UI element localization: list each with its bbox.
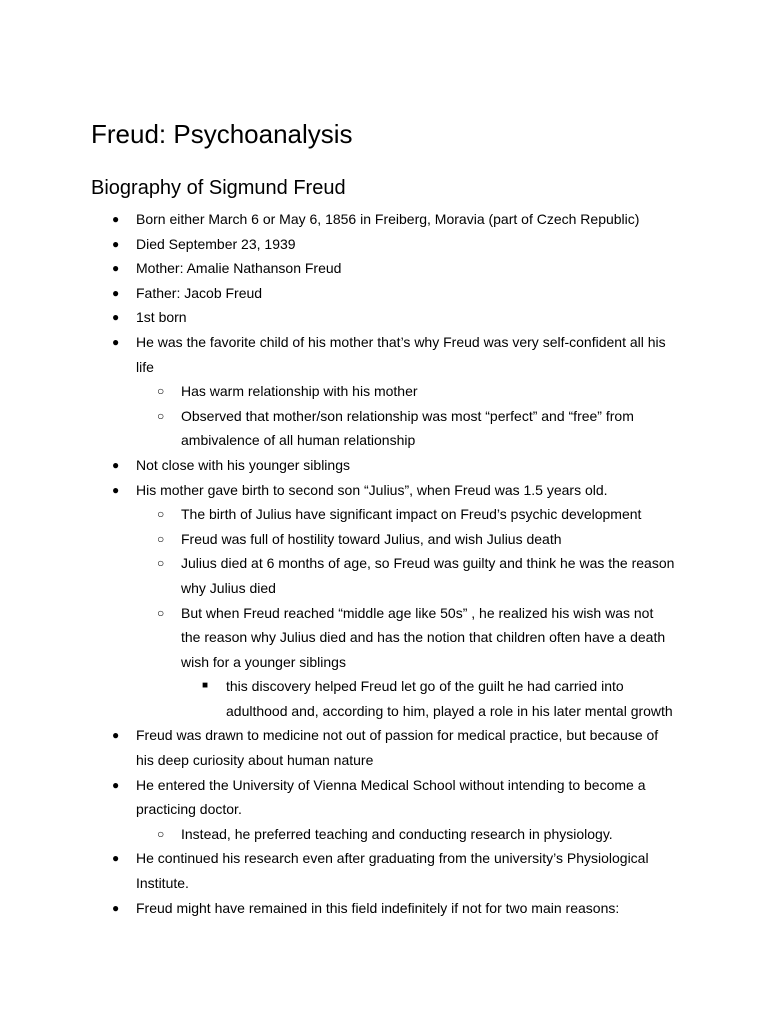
list-item: [0, 379, 676, 404]
bullet-marker-level2: ○: [157, 556, 165, 571]
list-item-text: Father: Jacob Freud: [136, 284, 263, 301]
list-item-text: Not close with his younger siblings: [136, 456, 350, 473]
list-item: [0, 256, 676, 281]
list-item: [0, 281, 676, 306]
list-item-text: Julius died at 6 months of age, so Freud was guilty and think he was the reason why Julius died: [181, 555, 675, 596]
document-title: Freud: Psychoanalysis: [91, 119, 353, 149]
list-item-text: Mother: Amalie Nathanson Freud: [136, 260, 342, 277]
list-item-text: 1st born: [136, 309, 187, 326]
bullet-marker-level2: ○: [157, 507, 165, 522]
list-item-text: The birth of Julius have significant impact on Freud’s psychic development: [181, 506, 642, 523]
list-item-text: Freud was full of hostility toward Julius, and wish Julius death: [181, 530, 562, 547]
list-item-text: Freud was drawn to medicine not out of passion for medical practice, but because of his deep curiosity about human nature: [136, 727, 659, 769]
list-item: [0, 207, 676, 232]
bullet-marker-level2: ○: [157, 408, 165, 423]
bullet-marker-level1: ●: [112, 334, 120, 349]
list-item: [0, 674, 676, 723]
list-item-text: Freud might have remained in this field indefinitely if not for two main reasons:: [136, 899, 620, 916]
list-item: [0, 404, 676, 453]
bullet-marker-level1: ●: [112, 482, 120, 497]
list-item: [0, 453, 676, 478]
bullet-marker-level1: ●: [112, 457, 120, 472]
section-heading: Biography of Sigmund Freud: [91, 177, 346, 199]
list-item: [0, 305, 676, 330]
list-item: [0, 330, 676, 379]
bullet-marker-level2: ○: [157, 826, 165, 841]
list-item: [0, 773, 676, 822]
bullet-marker-level1: ●: [112, 728, 120, 743]
list-item-text: Instead, he preferred teaching and conducting research in physiology.: [181, 825, 613, 842]
bullet-marker-level1: ●: [112, 212, 120, 226]
bullet-marker-level1: ●: [112, 285, 120, 300]
list-item-text: Born either March 6 or May 6, 1856 in Freiberg, Moravia (part of Czech Republic): [136, 211, 640, 227]
bullet-marker-level1: ●: [112, 310, 120, 325]
list-item-text: this discovery helped Freud let go of the guilt he had carried into adulthood and, according to him, played a role in his later mental growth: [226, 678, 673, 719]
list-item-text: Observed that mother/son relationship was most “perfect” and “free” from ambivalence of all human relationship: [181, 407, 634, 449]
bullet-marker-level1: ●: [112, 236, 120, 251]
bullet-marker-level3: ■: [202, 680, 209, 692]
list-item-text: Has warm relationship with his mother: [181, 383, 418, 400]
bullet-marker-level2: ○: [157, 605, 165, 620]
bullet-marker-level1: ●: [112, 261, 120, 276]
list-item: [0, 822, 676, 847]
list-item: [0, 846, 676, 895]
list-item: [0, 896, 676, 921]
list-item: [0, 723, 676, 772]
list-item-text: But when Freud reached “middle age like 50s” , he realized his wish was not the reason why Julius died and has the notion that children often have a death wish for a younger siblings: [181, 604, 666, 670]
list-item-text: Died September 23, 1939: [136, 235, 296, 252]
bullet-list: [0, 207, 768, 920]
bullet-marker-level1: ●: [112, 777, 120, 792]
list-item: [0, 551, 676, 600]
list-item: [0, 527, 676, 552]
list-item: [0, 502, 676, 527]
bullet-marker-level1: ●: [112, 900, 120, 915]
list-item-text: He continued his research even after graduating from the university’s Physiological Institute.: [136, 850, 649, 892]
list-item: [0, 232, 676, 257]
bullet-marker-level2: ○: [157, 531, 165, 546]
list-item-text: He was the favorite child of his mother that’s why Freud was very self-confident all his life: [136, 333, 666, 375]
bullet-marker-level1: ●: [112, 851, 120, 866]
list-item-text: His mother gave birth to second son “Julius”, when Freud was 1.5 years old.: [136, 481, 608, 498]
list-item-text: He entered the University of Vienna Medical School without intending to become a practicing doctor.: [136, 776, 646, 818]
list-item: [0, 478, 676, 503]
bullet-marker-level2: ○: [157, 384, 165, 399]
list-item: [0, 601, 676, 675]
